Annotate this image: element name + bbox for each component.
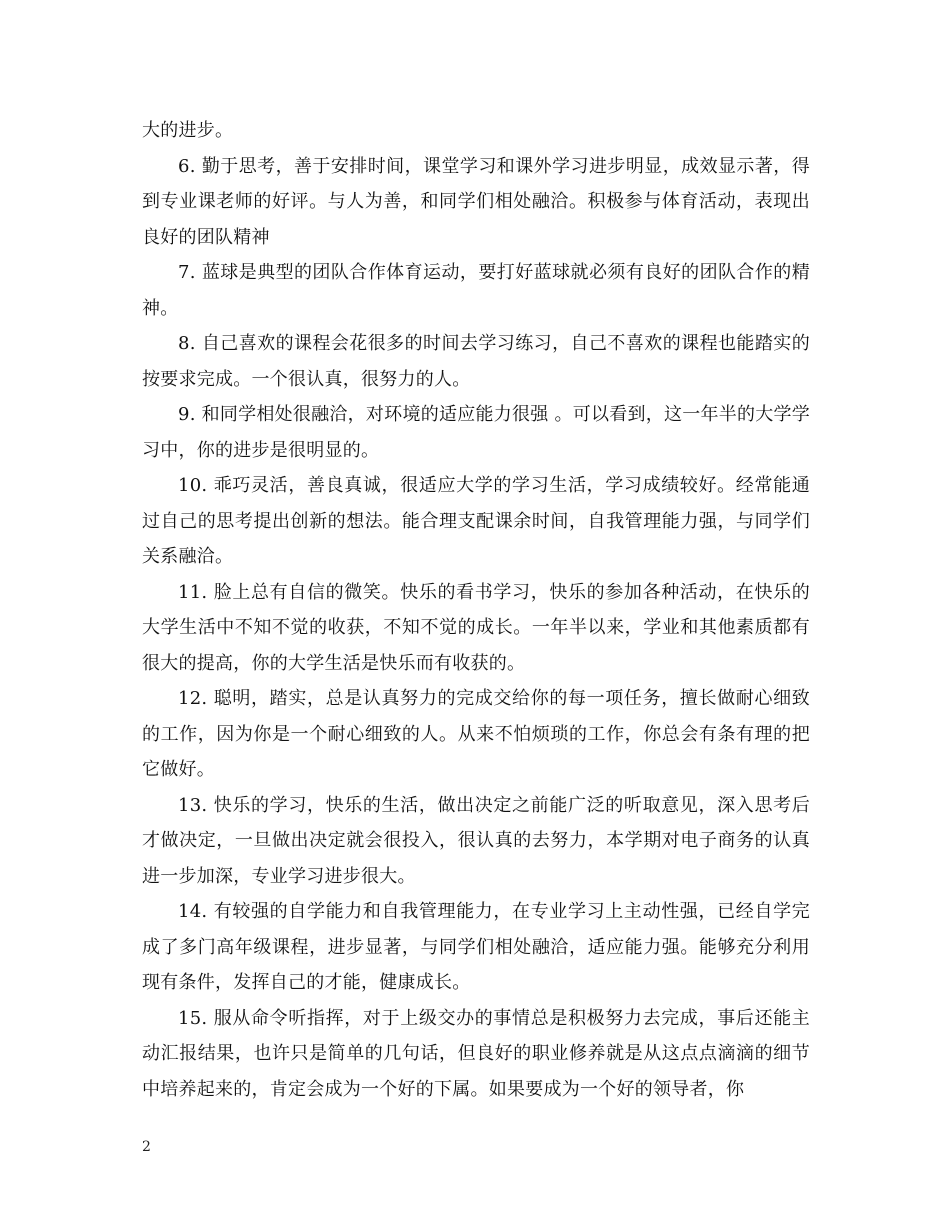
paragraph-item-13: 13. 快乐的学习，快乐的生活，做出决定之前能广泛的听取意见，深入思考后才做决定，一旦做出决定就会很投入，很认真的去努力，本学期对电子商务的认真进一步加深，专业学习进步很大。 xyxy=(142,794,810,887)
paragraph-item-12: 12. 聪明，踏实，总是认真努力的完成交给你的每一项任务，擅长做耐心细致的工作，因为你是一个耐心细致的人。从来不怕烦琐的工作，你总会有条有理的把它做好。 xyxy=(142,688,810,780)
paragraph-continuation: 大的进步。 xyxy=(142,120,234,141)
paragraph-item-15: 15. 服从命令听指挥，对于上级交办的事情总是积极努力去完成，事后还能主动汇报结果，也许只是简单的几句话，但良好的职业修养就是从这点点滴滴的细节中培养起来的，肯定会成为一个好的下属。如果要成为一个好的领导者，你 xyxy=(142,1007,810,1100)
paragraph-item-6: 6. 勤于思考，善于安排时间，课堂学习和课外学习进步明显，成效显示著，得到专业课老师的好评。与人为善，和同学们相处融洽。积极参与体育活动，表现出良好的团队精神 xyxy=(142,155,810,248)
paragraph-item-14: 14. 有较强的自学能力和自我管理能力，在专业学习上主动性强，已经自学完成了多门高年级课程，进步显著，与同学们相处融洽，适应能力强。能够充分利用现有条件，发挥自己的才能，健康成长。 xyxy=(142,901,810,993)
document-body xyxy=(142,113,810,1107)
paragraph-item-10: 10. 乖巧灵活，善良真诚，很适应大学的学习生活，学习成绩较好。经常能通过自己的思考提出创新的想法。能合理支配课余时间，自我管理能力强，与同学们关系融洽。 xyxy=(142,475,810,567)
paragraph-item-9: 9. 和同学相处很融洽，对环境的适应能力很强 。可以看到，这一年半的大学学习中，你的进步是很明显的。 xyxy=(142,404,810,461)
page-number: 2 xyxy=(142,1139,151,1155)
paragraph-item-7: 7. 蓝球是典型的团队合作体育运动，要打好蓝球就必须有良好的团队合作的精神。 xyxy=(142,262,810,319)
paragraph-item-8: 8. 自己喜欢的课程会花很多的时间去学习练习，自己不喜欢的课程也能踏实的按要求完成。一个很认真，很努力的人。 xyxy=(142,333,810,390)
paragraph-item-11: 11. 脸上总有自信的微笑。快乐的看书学习，快乐的参加各种活动，在快乐的大学生活中不知不觉的收获，不知不觉的成长。一年半以来，学业和其他素质都有很大的提高，你的大学生活是快乐而有收获的。 xyxy=(142,581,810,674)
